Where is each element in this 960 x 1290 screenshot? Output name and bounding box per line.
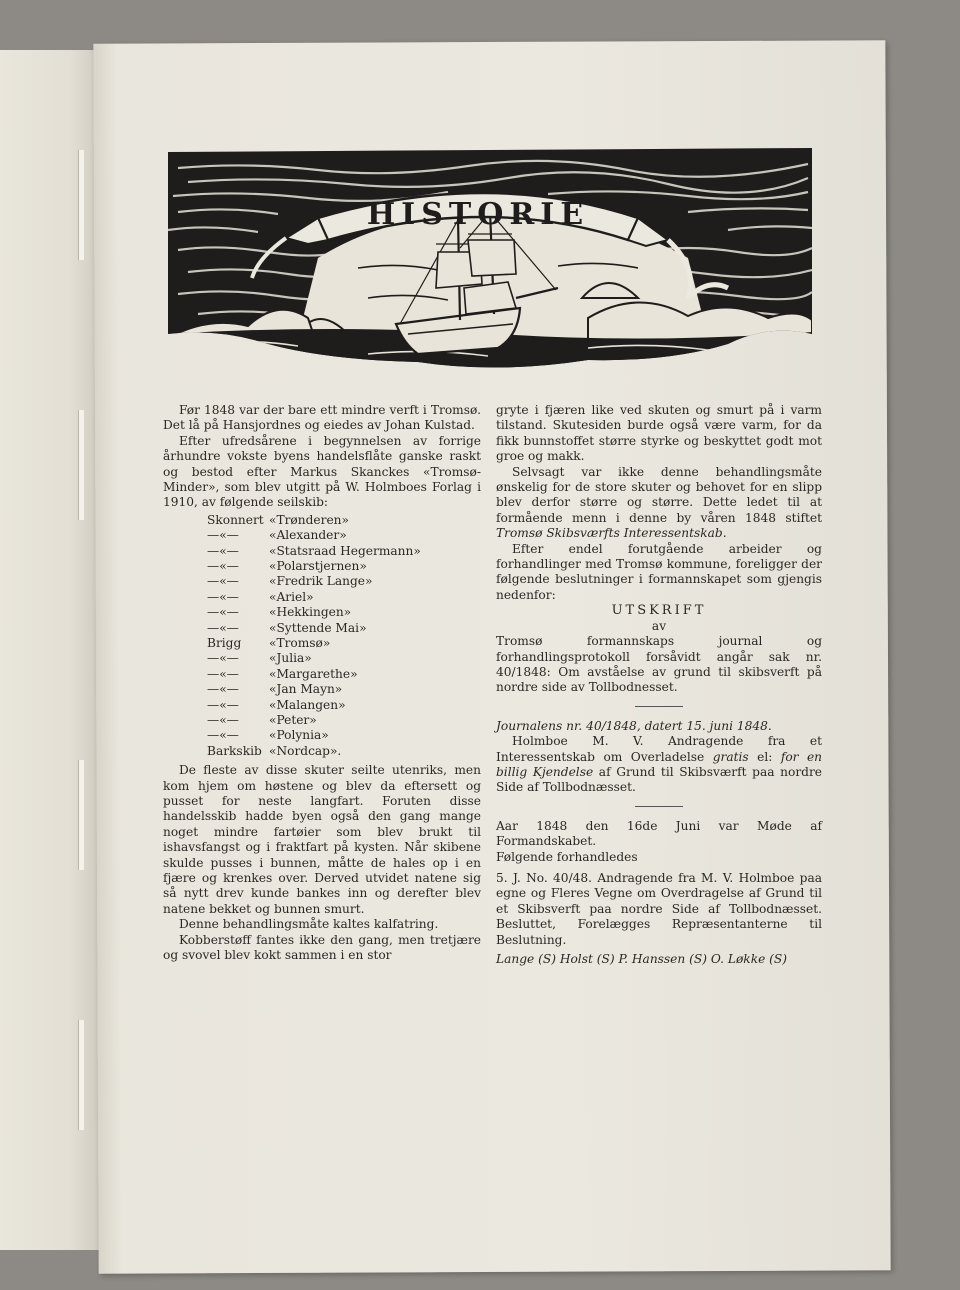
ship-list-item (207, 574, 481, 589)
ship-name: «Jan Mayn» (269, 682, 343, 697)
ship-name: «Julia» (269, 651, 312, 666)
ship-name: «Fredrik Lange» (269, 574, 373, 589)
company-name: Tromsø Skibsværfts Interessentskab. (496, 526, 727, 541)
ship-kind: Skonnert (207, 512, 264, 527)
journal-entry (496, 734, 822, 796)
utskrift-of: av (651, 618, 667, 633)
binding-stitch (78, 150, 84, 260)
ship-list-item (207, 621, 481, 636)
meeting-subtext: Følgende forhandledes (496, 849, 638, 864)
ship-kind: —«— (207, 574, 239, 589)
ship-list-item (207, 713, 481, 728)
paragraph-text: Selvsagt var ikke denne behandlingsmåte ønskelig for de store skuter og behovet for en slipp blev derfor større og større. Dette ledet til at formående menn i denne by våren 1848 stiftet (496, 464, 822, 525)
paragraph: Efter ufredsårene i begynnelsen av forrige århundre vokste byens handelsflåte ganske raskt og bestod efter Markus Skanckes «Tromsø-Minder», som blev utgitt på W. Holmboes Forlag i 1910, av følgende seilskib: (163, 433, 481, 510)
binding-stitch (78, 760, 84, 870)
ship-kind: Barkskib (207, 743, 262, 758)
divider (635, 806, 683, 807)
journal-heading: Journalens nr. 40/1848, datert 15. juni 1848. (496, 718, 772, 733)
paragraph: Før 1848 var der bare ett mindre verft i Tromsø. Det lå på Hansjordnes og eiedes av Johan Kulstad. (163, 403, 481, 433)
left-column (163, 403, 481, 963)
ship-kind: —«— (207, 528, 239, 543)
ship-list-item (207, 590, 481, 605)
utskrift-title: UTSKRIFT (611, 603, 707, 619)
ship-name: «Trønderen» (269, 512, 349, 527)
paragraph: Kobberstøff fantes ikke den gang, men tretjære og svovel blev kokt sammen i en stor (163, 932, 481, 962)
ship-kind: —«— (207, 697, 239, 712)
ship-list-item (207, 605, 481, 620)
journal-text: af Grund til Skibsværft paa nordre Side af Tollbodnæsset. (496, 764, 822, 795)
ship-list-item (207, 636, 481, 651)
ship-list-item (207, 651, 481, 666)
paragraph: Denne behandlingsmåte kaltes kalfatring. (179, 917, 439, 932)
meeting-text: Aar 1848 den 16de Juni var Møde af Formandskabet. (496, 818, 822, 849)
journal-italic: for en billig Kjendelse (496, 749, 823, 779)
ship-kind: —«— (207, 728, 239, 743)
ship-list-item (207, 528, 481, 543)
paragraph: De fleste av disse skuter seilte utenriks, men kom hjem om høstene og blev da eftersett og pusset for neste langfart. Foruten disse handelsskib hadde byen også den gang mange noget mindre fartøier som blev brukt til ishavsfangst og i fraktfart på kysten. Når skibene skulde pusses i bunnen, måtte de hales op i en fjære og krenkes over. Derved utvidet natene sig så nytt drev kunde bankes inn og derefter blev natene bekket og bunnen smurt. (163, 763, 481, 916)
ship-name: «Syttende Mai» (269, 620, 367, 635)
ship-list-item (207, 559, 481, 574)
paragraph: gryte i fjæren like ved skuten og smurt på i varm tilstand. Skutesiden burde også være varm, for da fikk bunnstoffet større styrke og beskyttet godt mot groe og makk. (496, 403, 822, 464)
ship-name: «Ariel» (269, 589, 314, 604)
journal-text: Holmboe M. V. Andragende fra et Interessentskab om Overladelse (496, 734, 822, 764)
ship-kind: —«— (207, 605, 239, 620)
binding-stitch (78, 1020, 84, 1130)
signatures: Lange (S) Holst (S) P. Hanssen (S) O. Løkke (S) (496, 952, 788, 966)
binding-stitch (78, 410, 84, 520)
ship-name: «Statsraad Hegermann» (269, 543, 421, 558)
utskrift-description: Tromsø formannskaps journal og forhandlingsprotokoll forsåvidt angår sak nr. 40/1848: Om avståelse av grund til skibsverft på nordre side av Tollbodnesset. (496, 634, 822, 695)
ship-list-item (207, 544, 481, 559)
ship-kind: —«— (207, 620, 239, 635)
paragraph (496, 465, 822, 542)
ship-name: «Polarstjernen» (269, 559, 367, 574)
ship-list-item (207, 682, 481, 697)
ship-name: «Margarethe» (269, 666, 358, 681)
ship-name: «Malangen» (269, 697, 346, 712)
banner-title: HISTORIE (366, 197, 590, 232)
ship-list-item (207, 744, 481, 759)
ship-name: «Tromsø» (269, 635, 331, 650)
ship-list-item (207, 513, 481, 528)
paragraph: Efter endel forutgående arbeider og forhandlinger med Tromsø kommune, foreligger der følgende beslutninger i formannskapet som gjengis nedenfor: (496, 541, 822, 602)
ship-list-item (207, 698, 481, 713)
journal-text: el: (748, 749, 781, 764)
header-illustration (168, 148, 812, 374)
ship-name: «Polynia» (269, 728, 329, 743)
right-column (496, 403, 822, 967)
ship-kind: Brigg (207, 635, 242, 650)
ship-kind: —«— (207, 682, 239, 697)
case-text: 5. J. No. 40/48. Andragende fra M. V. Holmboe paa egne og Fleres Vegne om Overdragelse af Grund til et Skibsverft paa nordre Side af Tollbodnæsset. Besluttet, Forelægges Repræsentanterne til Beslutning. (496, 870, 822, 947)
ship-name: «Alexander» (269, 528, 347, 543)
ship-name: «Hekkingen» (269, 605, 352, 620)
ship-name: «Nordcap». (269, 743, 342, 758)
ship-list (207, 513, 481, 759)
ship-list-item (207, 667, 481, 682)
ship-woodcut-illustration (168, 148, 812, 374)
divider (635, 706, 683, 707)
ship-name: «Peter» (269, 712, 317, 727)
ship-list-item (207, 728, 481, 743)
ship-kind: —«— (207, 589, 239, 604)
ship-kind: —«— (207, 543, 239, 558)
ship-kind: —«— (207, 651, 239, 666)
ship-kind: —«— (207, 712, 239, 727)
journal-italic: gratis (712, 749, 749, 764)
previous-page (0, 50, 100, 1250)
ship-kind: —«— (207, 666, 239, 681)
ship-kind: —«— (207, 559, 239, 574)
